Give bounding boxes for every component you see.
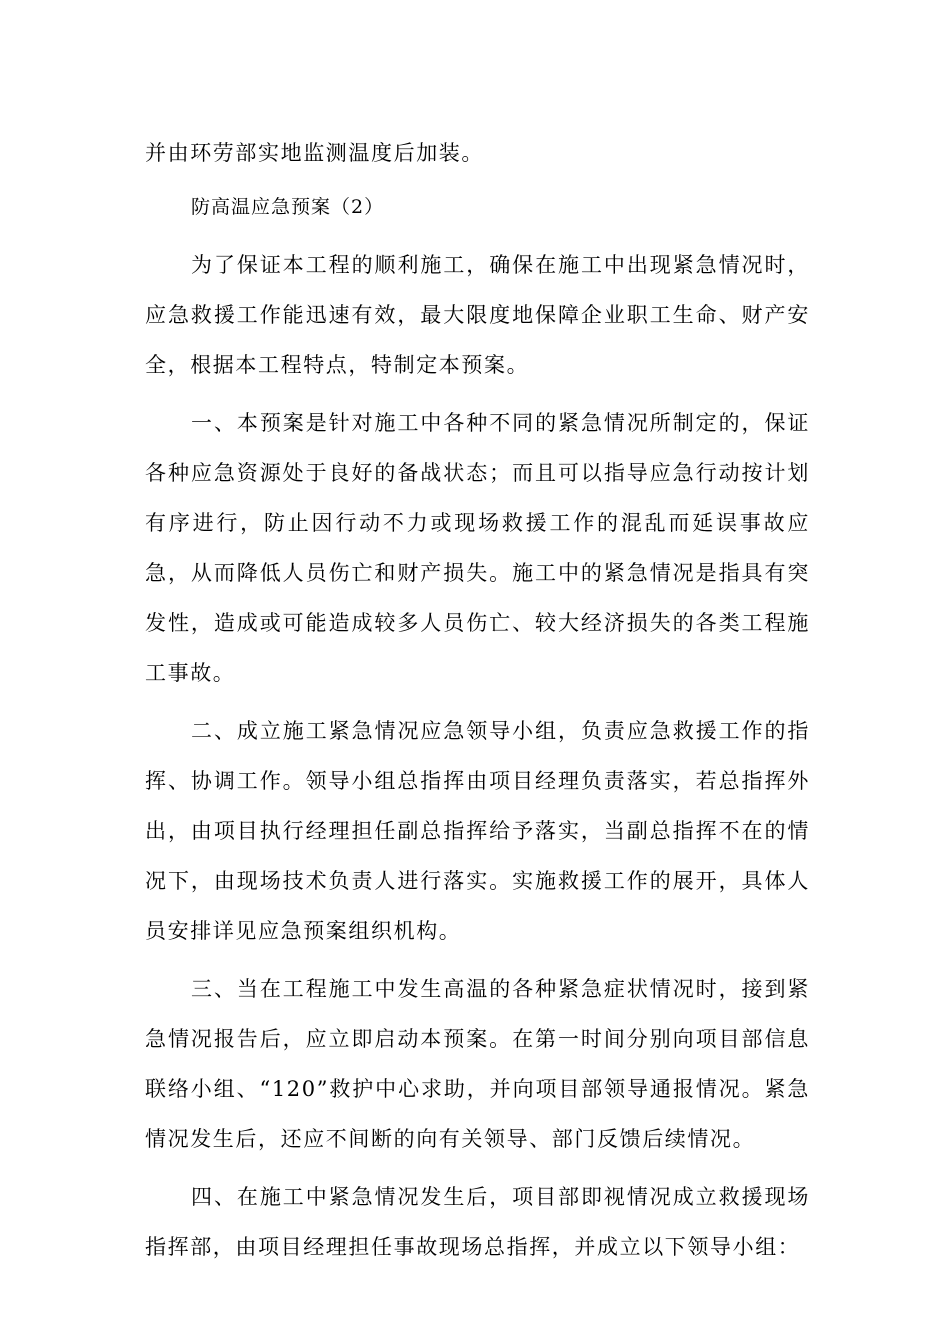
paragraph-intro: 为了保证本工程的顺利施工，确保在施工中出现紧急情况时，应急救援工作能迅速有效，最大限度地保障企业职工生命、财产安全，根据本工程特点，特制定本预案。 xyxy=(145,253,810,377)
paragraph-item-1: 一、本预案是针对施工中各种不同的紧急情况所制定的，保证各种应急资源处于良好的备战状态；而且可以指导应急行动按计划有序进行，防止因行动不力或现场救援工作的混乱而延误事故应急，从而降低人员伤亡和财产损失。施工中的紧急情况是指具有突发性，造成或可能造成较多人员伤亡、较大经济损失的各类工程施工事故。 xyxy=(145,411,810,685)
document-body xyxy=(145,128,810,1272)
section-heading: 防高温应急预案（2） xyxy=(191,196,385,218)
paragraph-continuation: 并由环劳部实地监测温度后加装。 xyxy=(145,141,484,165)
paragraph-item-2: 二、成立施工紧急情况应急领导小组，负责应急救援工作的指挥、协调工作。领导小组总指挥由项目经理负责落实，若总指挥外出，由项目执行经理担任副总指挥给予落实，当副总指挥不在的情况下，由现场技术负责人进行落实。实施救援工作的展开，具体人员安排详见应急预案组织机构。 xyxy=(145,719,810,943)
paragraph-item-4: 四、在施工中紧急情况发生后，项目部即视情况成立救援现场指挥部，由项目经理担任事故现场总指挥，并成立以下领导小组： xyxy=(145,1185,810,1259)
paragraph-item-3: 三、当在工程施工中发生高温的各种紧急症状情况时，接到紧急情况报告后，应立即启动本预案。在第一时间分别向项目部信息联络小组、“120”救护中心求助，并向项目部领导通报情况。紧急情况发生后，还应不间断的向有关领导、部门反馈后续情况。 xyxy=(145,977,810,1151)
